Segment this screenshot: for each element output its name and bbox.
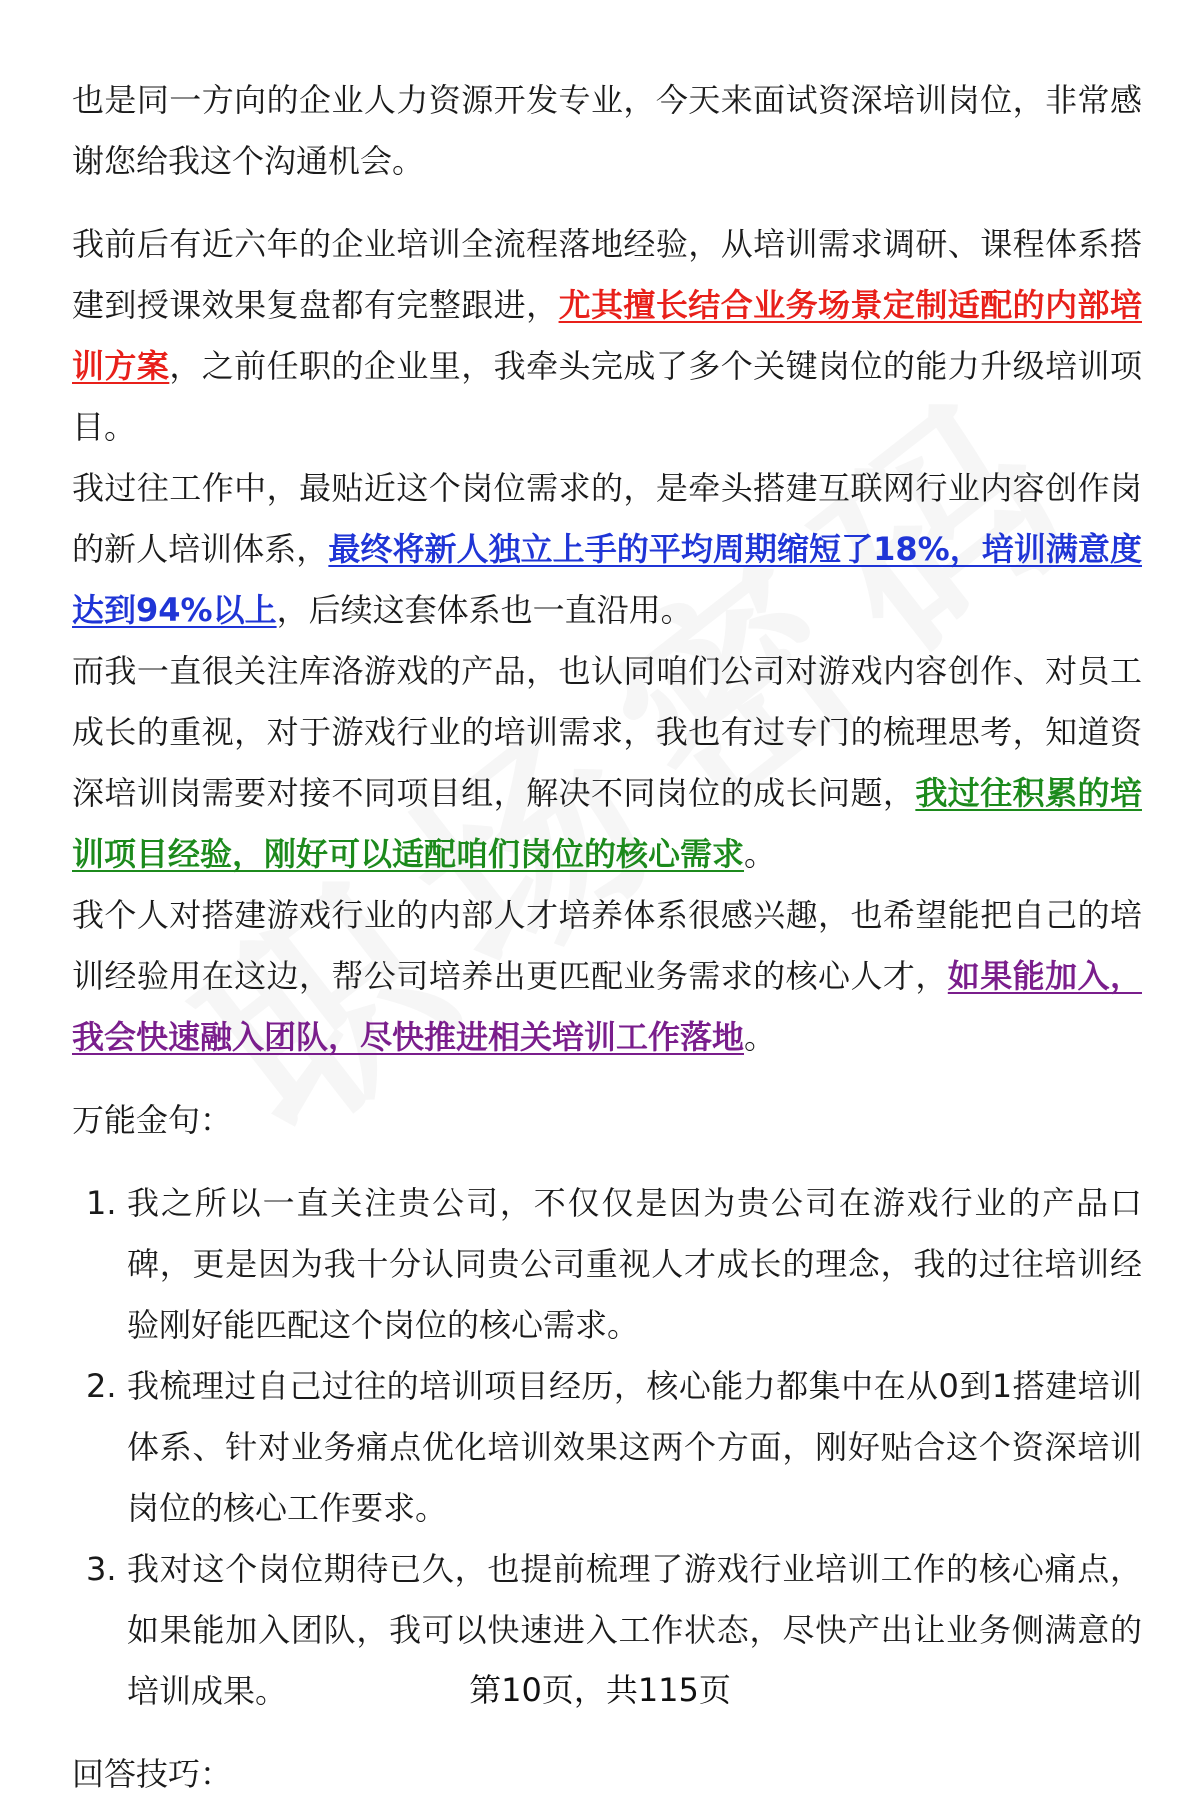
highlight-green: 我过往积累的培训项目经验，刚好可以适配咱们岗位的核心需求 bbox=[72, 774, 1142, 873]
list-number: 1. bbox=[86, 1184, 117, 1222]
list-number: 2. bbox=[86, 1367, 117, 1405]
paragraph-text: 我个人对搭建游戏行业的内部人才培养体系很感兴趣，也希望能把自己的培训经验用在这边，帮公司培养出更匹配业务需求的核心人才， bbox=[72, 896, 1142, 995]
list-text: 我对这个岗位期待已久，也提前梳理了游戏行业培训工作的核心痛点，如果能加入团队，我可以快速进入工作状态，尽快产出让业务侧满意的培训成果。 bbox=[127, 1550, 1142, 1710]
list-item bbox=[72, 1173, 1142, 1356]
paragraph-text: 而我一直很关注库洛游戏的产品，也认同咱们公司对游戏内容创作、对员工成长的重视，对于游戏行业的培训需求，我也有过专门的梳理思考，知道资深培训岗需要对接不同项目组，解决不同岗位的成长问题， bbox=[72, 652, 1142, 812]
highlight-blue: 最终将新人独立上手的平均周期缩短了18%，培训满意度达到94%以上 bbox=[72, 530, 1142, 629]
paragraph-text: 也是同一方向的企业人力资源开发专业，今天来面试资深培训岗位，非常感谢您给我这个沟通机会。 bbox=[72, 81, 1142, 180]
list-text: 我梳理过自己过往的培训项目经历，核心能力都集中在从0到1搭建培训体系、针对业务痛点优化培训效果这两个方面，刚好贴合这个资深培训岗位的核心工作要求。 bbox=[127, 1367, 1142, 1527]
paragraph-text: 我过往工作中，最贴近这个岗位需求的，是牵头搭建互联网行业内容创作岗的新人培训体系， bbox=[72, 469, 1142, 568]
paragraph-experience bbox=[72, 214, 1142, 458]
paragraph-text: ，后续这套体系也一直沿用。 bbox=[276, 591, 693, 629]
paragraph-text: 。 bbox=[744, 1018, 777, 1056]
paragraph-text: 。 bbox=[744, 835, 777, 873]
golden-sentences-heading: 万能金句： bbox=[72, 1101, 233, 1139]
paragraph-company-interest bbox=[72, 641, 1142, 885]
list-number: 3. bbox=[86, 1550, 117, 1588]
highlight-red: 尤其擅长结合业务场景定制适配的内部培训方案 bbox=[72, 286, 1142, 385]
paragraph-text: 我前后有近六年的企业培训全流程落地经验，从培训需求调研、课程体系搭建到授课效果复盘都有完整跟进， bbox=[72, 225, 1142, 324]
list-item bbox=[72, 1356, 1142, 1539]
highlight-purple: 如果能加入，我会快速融入团队，尽快推进相关培训工作落地 bbox=[72, 957, 1142, 1056]
paragraph-text: ，之前任职的企业里，我牵头完成了多个关键岗位的能力升级培训项目。 bbox=[72, 347, 1142, 446]
document-body bbox=[72, 70, 1142, 1805]
list-text: 我之所以一直关注贵公司，不仅仅是因为贵公司在游戏行业的产品口碑，更是因为我十分认同贵公司重视人才成长的理念，我的过往培训经验刚好能匹配这个岗位的核心需求。 bbox=[127, 1184, 1142, 1344]
golden-sentences-list bbox=[72, 1173, 1142, 1722]
answer-tips-heading: 回答技巧： bbox=[72, 1755, 233, 1793]
paragraph-motivation bbox=[72, 885, 1142, 1068]
page-number: 第10页，共115页 bbox=[469, 1671, 731, 1709]
paragraph-achievement bbox=[72, 458, 1142, 641]
paragraph-intro bbox=[72, 70, 1142, 192]
